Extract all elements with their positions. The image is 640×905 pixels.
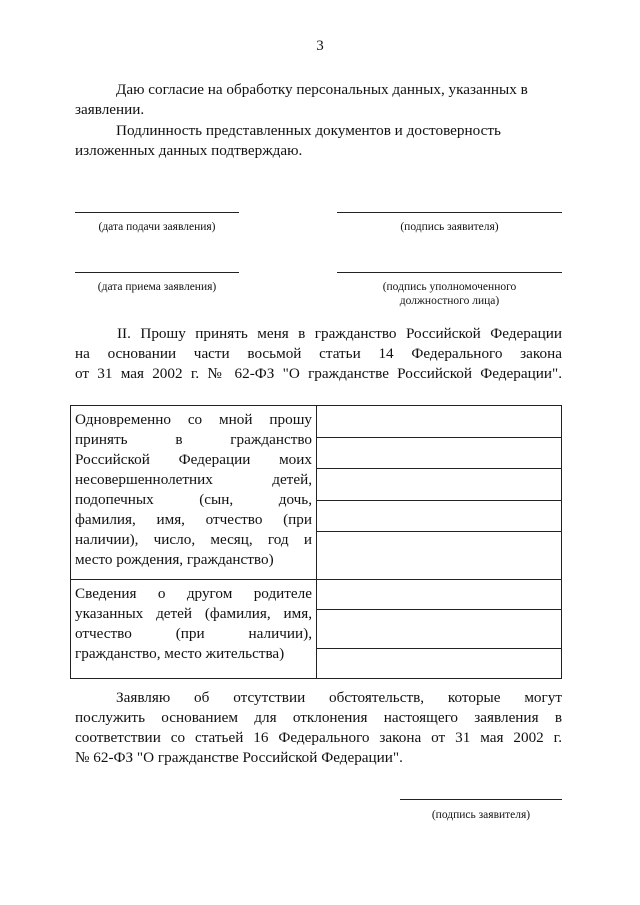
children-entry-row[interactable]	[317, 501, 561, 532]
children-parent-table	[70, 405, 562, 679]
children-label-line: Российской Федерации моих	[75, 451, 312, 468]
children-entry-row[interactable]	[317, 438, 561, 469]
declaration-line-4: № 62-ФЗ "О гражданстве Российской Федерации".	[75, 749, 403, 766]
children-entries-cell	[317, 406, 562, 580]
parent-entry-row[interactable]	[317, 649, 561, 678]
authenticity-line-2: изложенных данных подтверждаю.	[75, 142, 303, 159]
children-label-cell	[71, 406, 317, 580]
parent-entry-row[interactable]	[317, 610, 561, 649]
section-2-line-2: на основании части восьмой статьи 14 Федерального закона	[75, 345, 562, 362]
children-label-line: несовершеннолетних детей,	[75, 471, 312, 488]
official-sign-caption-2: должностного лица)	[399, 295, 500, 307]
official-sign-line[interactable]	[337, 272, 562, 273]
applicant-sign-caption: (подпись заявителя)	[400, 221, 499, 233]
final-sign-line[interactable]	[400, 799, 562, 800]
date-submit-line[interactable]	[75, 212, 239, 213]
date-receive-line[interactable]	[75, 272, 239, 273]
declaration-text	[75, 688, 562, 768]
children-label-line: место рождения, гражданство)	[75, 551, 274, 568]
page-number: 3	[316, 38, 324, 54]
declaration-line-3: соответствии со статьей 16 Федерального закона от 31 мая 2002 г.	[75, 729, 562, 746]
parent-label-line: отчество (при наличии),	[75, 625, 312, 642]
section-2-line-3: от 31 мая 2002 г. № 62-ФЗ "О гражданстве Российской Федерации".	[75, 365, 562, 382]
declaration-line-1: Заявляю об отсутствии обстоятельств, которые могут	[116, 689, 562, 706]
parent-label-cell	[71, 580, 317, 679]
parent-label-line: указанных детей (фамилия, имя,	[75, 605, 312, 622]
parent-label-line: гражданство, место жительства)	[75, 645, 285, 662]
section-2-text	[75, 324, 562, 384]
children-label-line: фамилия, имя, отчество (при	[75, 511, 312, 528]
parent-entries-cell	[317, 580, 562, 679]
official-sign-caption-1: (подпись уполномоченного	[382, 281, 517, 293]
date-receive-caption: (дата приема заявления)	[97, 281, 217, 293]
consent-paragraph	[75, 80, 562, 100]
children-entry-row[interactable]	[317, 406, 561, 438]
parent-label-line: Сведения о другом родителе	[75, 585, 312, 602]
date-submit-caption: (дата подачи заявления)	[98, 221, 216, 233]
final-sign-caption: (подпись заявителя)	[431, 809, 531, 821]
children-label-line: наличии), число, месяц, год и	[75, 531, 312, 548]
children-entry-row[interactable]	[317, 469, 561, 501]
children-entry-row[interactable]	[317, 532, 561, 579]
consent-line-1: Даю согласие на обработку персональных данных, указанных в	[116, 81, 528, 98]
children-label-line: Одновременно со мной прошу	[75, 411, 312, 428]
section-2-line-1: II. Прошу принять меня в гражданство Российской Федерации	[117, 325, 562, 342]
parent-entry-row[interactable]	[317, 580, 561, 610]
children-label-line: подопечных (сын, дочь,	[75, 491, 312, 508]
children-label-line: принять в гражданство	[75, 431, 312, 448]
applicant-sign-line[interactable]	[337, 212, 562, 213]
authenticity-line-1: Подлинность представленных документов и достоверность	[116, 122, 501, 139]
consent-line-2: заявлении.	[75, 101, 145, 118]
declaration-line-2: послужить основанием для отклонения настоящего заявления в	[75, 709, 562, 726]
